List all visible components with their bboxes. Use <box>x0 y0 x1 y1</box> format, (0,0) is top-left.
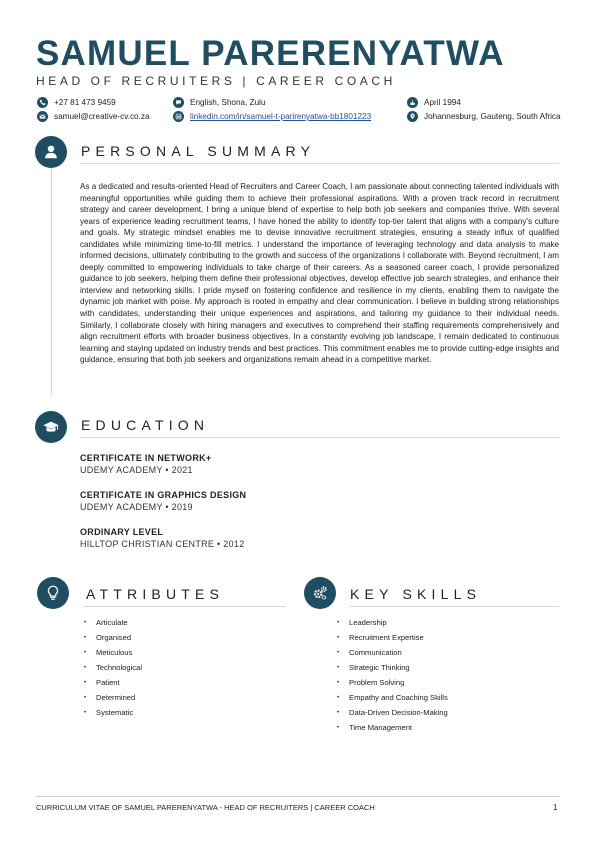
linkedin-icon <box>173 111 184 122</box>
footer-divider <box>36 796 559 797</box>
list-item: • Organised <box>84 633 132 642</box>
page-number: 1 <box>553 803 558 812</box>
education-item-subtitle: UDEMY ACADEMY • 2021 <box>80 465 193 475</box>
education-section-icon <box>35 411 67 443</box>
list-item: • Meticulous <box>84 648 133 657</box>
list-item: • Patient <box>84 678 120 687</box>
birth-text: April 1994 <box>424 98 461 107</box>
education-divider <box>80 437 559 438</box>
list-item: • Systematic <box>84 708 134 717</box>
education-item-subtitle: HILLTOP CHRISTIAN CENTRE • 2012 <box>80 539 245 549</box>
languages-text: English, Shona, Zulu <box>190 98 266 107</box>
skills-divider <box>349 606 559 607</box>
list-item: • Empathy and Coaching Skills <box>337 693 448 702</box>
cake-icon <box>407 97 418 108</box>
contact-email <box>37 111 150 122</box>
summary-timeline <box>51 168 52 395</box>
attributes-section-icon <box>37 577 69 609</box>
summary-heading: PERSONAL SUMMARY <box>81 143 316 159</box>
email-icon <box>37 111 48 122</box>
map-pin-icon <box>407 111 418 122</box>
summary-text: As a dedicated and results-oriented Head of Recruiters and Career Coach, I am passionate about connecting talented individuals with meaningful opportunities while guiding them to achieve their professional aspirations. With a proven track record in recruitment strategy and career development, I bring a unique blend of expertise to help both job seekers and companies thrive. With several years of experience leading recruitment teams, I have honed the ability to identify top-tier talent that aligns with a company's culture and goals. My strategic mindset enables me to devise innovative recruitment strategies, ensuring a steady influx of qualified candidates while minimizing time-to-fill metrics. I understand the importance of leveraging technology and data analysis to make informed decisions, ultimately contributing to the growth and success of the organizations I collaborate with. Beyond recruitment, I am deeply committed to empowering individuals to take charge of their careers. As a seasoned career coach, I provide personalized guidance to job seekers, helping them define their professional objectives, develop effective job search strategies, and enhance their interview and networking skills. I pride myself on fostering confidence and resilience in my clients, enabling them to navigate the dynamic job market with poise. My approach is rooted in empathy and clear communication. I believe in building strong relationships with candidates, understanding their unique experiences and aspirations, and tailoring my guidance to their individual needs. Similarly, I collaborate closely with hiring managers and executives to comprehend their staffing requirements comprehensively and align recruitment efforts with broader business objectives. In a constantly evolving job landscape, I remain dedicated to continuous learning and staying updated on industry trends and best practices. This commitment enables me to provide cutting-edge insights and guidance, ensuring that both job seekers and organizations remain ahead in a competitive market. <box>80 182 559 365</box>
list-item: • Strategic Thinking <box>337 663 410 672</box>
user-icon <box>42 143 60 161</box>
contact-languages <box>173 97 266 108</box>
skills-section-icon <box>304 577 336 609</box>
skills-list <box>337 618 448 738</box>
list-item: • Technological <box>84 663 143 672</box>
list-item: • Leadership <box>337 618 387 627</box>
list-item: • Determined <box>84 693 136 702</box>
gears-icon <box>311 584 329 602</box>
phone-text: +27 81 473 9459 <box>54 98 116 107</box>
candidate-role: HEAD OF RECRUITERS | CAREER COACH <box>36 74 396 88</box>
list-item: • Communication <box>337 648 402 657</box>
linkedin-link[interactable]: linkedin.com/in/samuel-t-parirenyatwa-bb1801223 <box>190 112 372 121</box>
chat-icon <box>173 97 184 108</box>
education-item-title: CERTIFICATE IN NETWORK+ <box>80 453 212 463</box>
list-item: • Problem Solving <box>337 678 405 687</box>
list-item: • Data-Driven Decision-Making <box>337 708 448 717</box>
education-item-title: ORDINARY LEVEL <box>80 527 164 537</box>
list-item: • Recruitment Expertise <box>337 633 424 642</box>
attributes-heading: ATTRIBUTES <box>86 586 225 602</box>
summary-divider <box>80 163 559 164</box>
location-text: Johannesburg, Gauteng, South Africa <box>424 112 561 121</box>
list-item: • Time Management <box>337 723 413 732</box>
summary-section-icon <box>35 136 67 168</box>
candidate-name: SAMUEL PARERENYATWA <box>36 34 505 73</box>
graduation-cap-icon <box>42 418 60 436</box>
contact-location <box>407 111 561 122</box>
contact-phone <box>37 97 116 108</box>
list-item: • Articulate <box>84 618 128 627</box>
attributes-divider <box>83 606 286 607</box>
education-heading: EDUCATION <box>81 417 210 433</box>
skills-heading: KEY SKILLS <box>350 586 482 602</box>
lightbulb-icon <box>44 584 62 602</box>
attributes-list <box>84 618 142 723</box>
education-item-title: CERTIFICATE IN GRAPHICS DESIGN <box>80 490 247 500</box>
footer-text: CURRICULUM VITAE OF SAMUEL PARERENYATWA - HEAD OF RECRUITERS | CAREER COACH <box>36 803 375 812</box>
contact-birth <box>407 97 461 108</box>
email-text: samuel@creative-cv.co.za <box>54 112 150 121</box>
phone-icon <box>37 97 48 108</box>
contact-linkedin[interactable] <box>173 111 371 122</box>
education-item-subtitle: UDEMY ACADEMY • 2019 <box>80 502 193 512</box>
